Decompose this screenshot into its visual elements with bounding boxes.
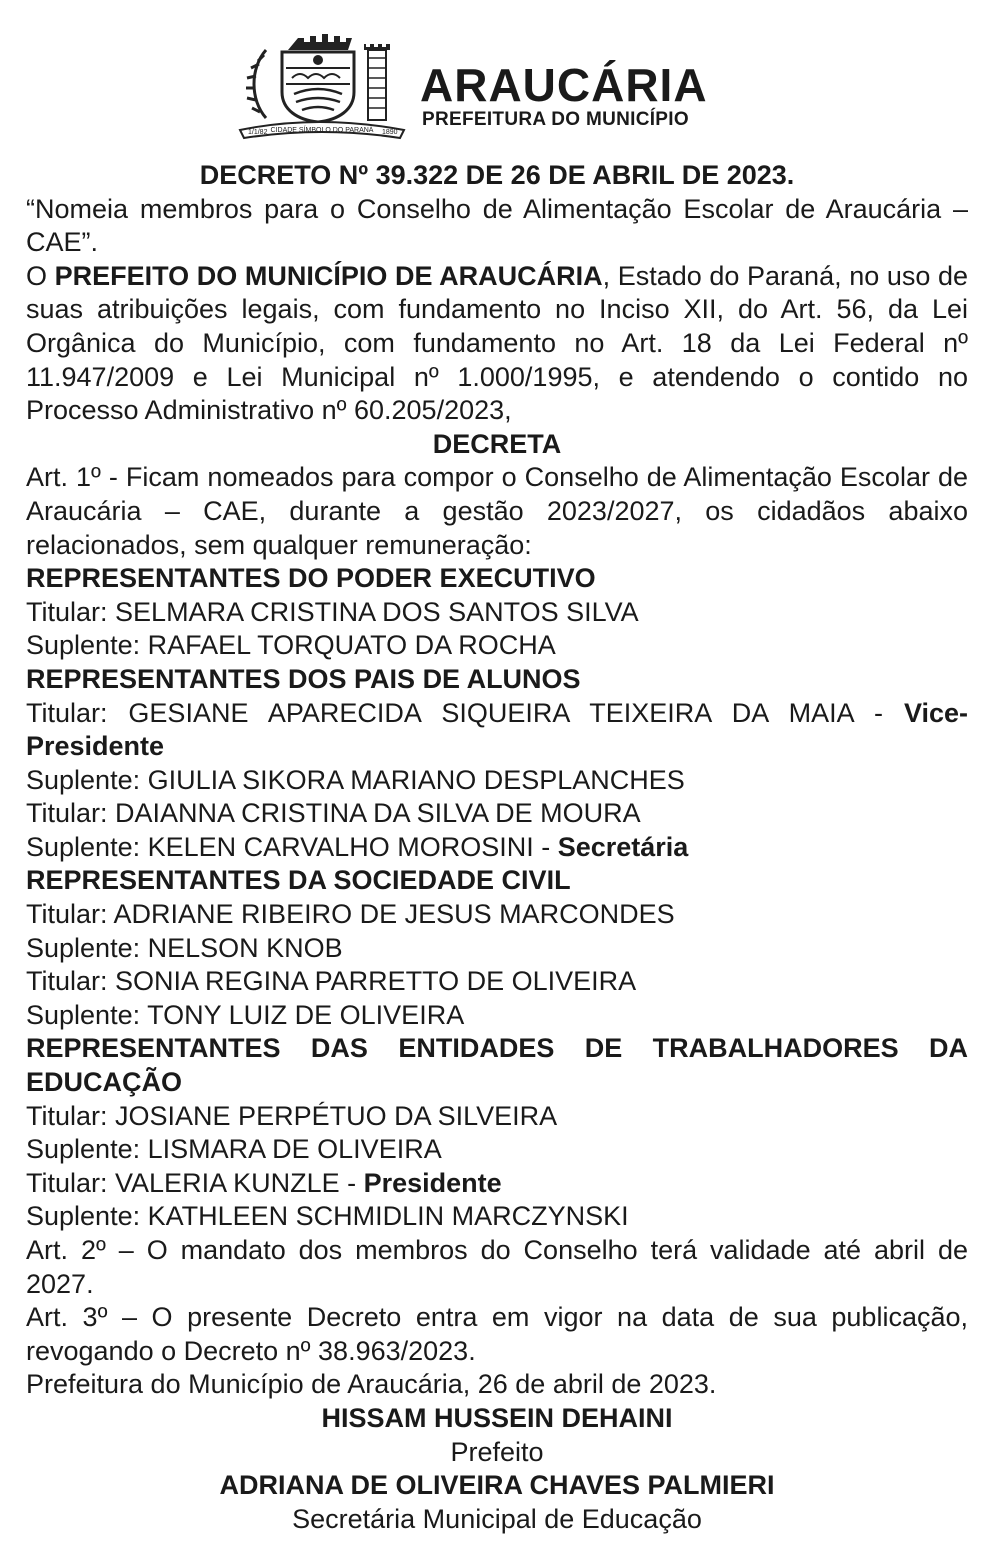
member-line: Titular: JOSIANE PERPÉTUO DA SILVEIRA [26,1100,558,1131]
article-1: Art. 1º - Ficam nomeados para compor o Conselho de Alimentação Escolar de Araucária – CAE, durante a gestão 2023/2027, os cidadãos abaixo relacionados, sem qualquer remuneração: [26,462,968,560]
article-2: Art. 2º – O mandato dos membros do Conselho terá validade até abril de 2027. [26,1235,968,1299]
decreta-heading: DECRETA [432,428,562,459]
article-3: Art. 3º – O presente Decreto entra em vigor na data de sua publicação, revogando o Decreto nº 38.963/2023. [26,1302,968,1366]
decree-summary: “Nomeia membros para o Conselho de Alimentação Escolar de Araucária – CAE”. [26,193,968,258]
member-line: Suplente: KATHLEEN SCHMIDLIN MARCZYNSKI [26,1201,629,1232]
member-position: Vice-Presidente [26,697,968,762]
member-line: Suplente: RAFAEL TORQUATO DA ROCHA [26,630,556,661]
group-title: REPRESENTANTES DOS PAIS DE ALUNOS [26,663,581,694]
member-line: Suplente: LISMARA DE OLIVEIRA [26,1134,442,1165]
member-line: Titular: VALERIA KUNZLE - Presidente [26,1167,502,1198]
decree-preamble [26,260,968,428]
member-line: Titular: SELMARA CRISTINA DOS SANTOS SILVA [26,596,639,627]
signatory-name: ADRIANA DE OLIVEIRA CHAVES PALMIERI [219,1470,775,1501]
decree-title: DECRETO Nº 39.322 DE 26 DE ABRIL DE 2023. [199,160,795,190]
preamble-lead: O [26,260,55,291]
group-title: REPRESENTANTES DA SOCIEDADE CIVIL [26,865,571,896]
member-line: Titular: ADRIANE RIBEIRO DE JESUS MARCONDES [26,899,675,930]
crest-year-right: 1890 [382,129,398,136]
member-line: Titular: DAIANNA CRISTINA DA SILVA DE MOURA [26,798,641,829]
member-position: Presidente [363,1167,502,1198]
member-line: Suplente: NELSON KNOB [26,932,343,963]
group-title: REPRESENTANTES DO PODER EXECUTIVO [26,563,596,594]
preamble-rest: , Estado do Paraná, no uso de suas atribuições legais, com fundamento no Inciso XII, do Art. 56, da Lei Orgânica do Município, com fundamento no Art. 18 da Lei Federal nº 11.947/2009 e Lei Municipal nº 1.000/1995, e atendendo o contido no Processo Administrativo nº 60.205/2023, [26,260,969,426]
member-line: Suplente: KELEN CARVALHO MOROSINI - Secretária [26,831,689,862]
member-line: Titular: SONIA REGINA PARRETTO DE OLIVEIRA [26,966,637,997]
group-title: REPRESENTANTES DAS ENTIDADES DE TRABALHADORES DA EDUCAÇÃO [26,1033,968,1098]
signatory-title: Secretária Municipal de Educação [292,1503,702,1534]
letterhead [0,28,992,146]
brand-name: ARAUCÁRIA [420,59,708,111]
decree-body [26,159,968,1536]
crest-motto: CIDADE SÍMBOLO DO PARANÁ [270,127,374,134]
signatory-title: Prefeito [450,1436,544,1467]
member-line: Suplente: TONY LUIZ DE OLIVEIRA [26,999,465,1030]
signatory-name: HISSAM HUSSEIN DEHAINI [321,1402,673,1433]
crest-year-left: 1/1/82 [248,129,268,136]
member-line: Suplente: GIULIA SIKORA MARIANO DESPLANCHES [26,764,685,795]
preamble-authority: PREFEITO DO MUNICÍPIO DE ARAUCÁRIA [54,260,603,291]
member-line: Titular: GESIANE APARECIDA SIQUEIRA TEIXEIRA DA MAIA - Vice-Presidente [26,697,968,762]
brand-subtitle: PREFEITURA DO MUNICÍPIO [422,109,689,130]
member-position: Secretária [557,831,689,862]
coat-of-arms-logo [236,28,408,140]
place-date: Prefeitura do Município de Araucária, 26 de abril de 2023. [26,1369,717,1400]
